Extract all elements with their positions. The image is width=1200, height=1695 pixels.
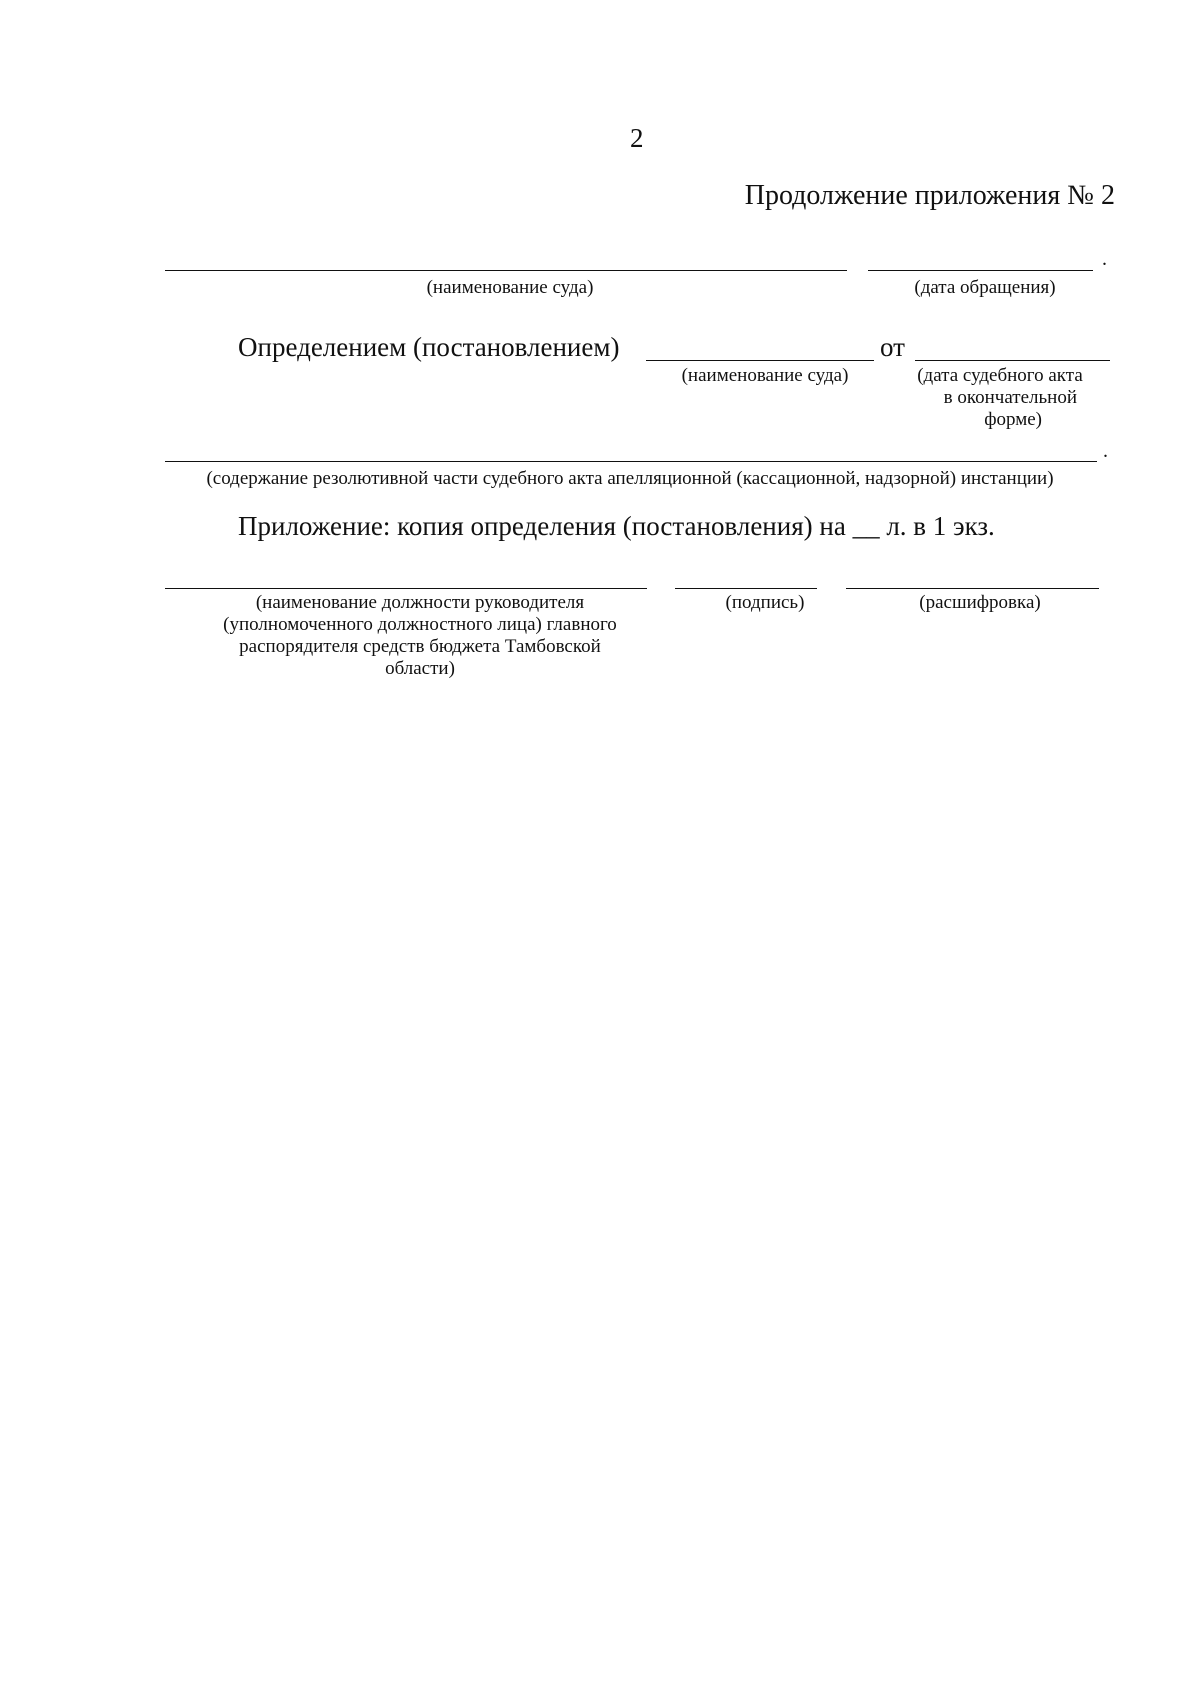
appeal-date-blank-line — [868, 270, 1093, 271]
attachment-sheet-blank: __ — [852, 511, 880, 541]
row1-dot: . — [1102, 248, 1107, 270]
resolution-caption: (содержание резолютивной части судебного акта апелляционной (кассационной, надзорной) инстанции) — [206, 468, 1054, 489]
act-date-caption — [890, 365, 1110, 431]
act-date-blank-line — [915, 360, 1110, 361]
page-number: 2 — [630, 123, 644, 153]
determination-court-blank-line — [646, 360, 874, 361]
position-caption-line-3: распорядителя средств бюджета Тамбовской — [239, 636, 601, 657]
court-name-caption: (наименование суда) — [426, 277, 594, 298]
signature-caption: (подпись) — [725, 592, 805, 613]
row3-dot: . — [1103, 440, 1108, 462]
resolution-blank-line — [165, 461, 1097, 462]
determination-lead-text: Определением (постановлением) — [238, 332, 620, 362]
attachment-prefix: Приложение: копия определения (постановления) на — [238, 511, 846, 541]
position-blank-line — [165, 588, 647, 589]
appeal-date-caption: (дата обращения) — [914, 277, 1056, 298]
position-caption-line-1: (наименование должности руководителя — [255, 592, 585, 613]
decoding-blank-line — [846, 588, 1099, 589]
position-caption — [190, 592, 650, 680]
act-date-caption-line-2: в окончательной — [943, 387, 1077, 408]
position-caption-line-4: области) — [385, 658, 455, 679]
decoding-caption: (расшифровка) — [919, 592, 1041, 613]
signature-blank-line — [675, 588, 817, 589]
court-name-blank-line — [165, 270, 847, 271]
act-date-caption-line-3: форме) — [984, 409, 1042, 430]
act-date-caption-line-1: (дата судебного акта — [917, 365, 1083, 386]
continuation-heading: Продолжение приложения № 2 — [744, 180, 1115, 211]
from-word: от — [880, 332, 905, 362]
determination-court-caption: (наименование суда) — [681, 365, 849, 386]
attachment-suffix: л. в 1 экз. — [886, 511, 995, 541]
attachment-line — [238, 511, 995, 542]
position-caption-line-2: (уполномоченного должностного лица) главного — [223, 614, 617, 635]
